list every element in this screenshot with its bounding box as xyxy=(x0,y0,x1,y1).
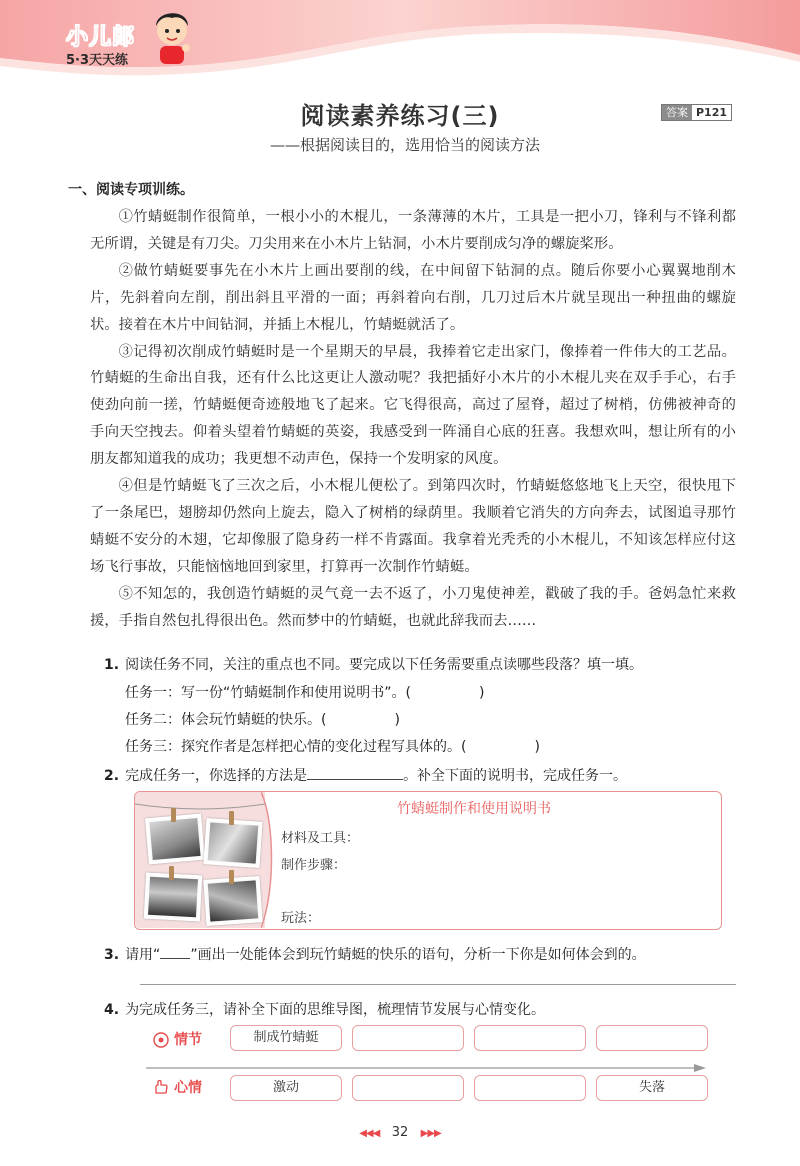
task-1-text: 任务一：写一份“竹蜻蜓制作和使用说明书”。( xyxy=(125,685,411,701)
task-3-text: 任务三：探究作者是怎样把心情的变化过程写具体的。( xyxy=(125,739,467,755)
manual-steps-label: 制作步骤： xyxy=(281,858,347,873)
question-4-number: 4. xyxy=(104,1002,120,1018)
brand-name: 小儿郎 xyxy=(66,25,136,50)
brand-logo xyxy=(66,20,135,68)
question-1 xyxy=(104,654,643,674)
answer-page: P121 xyxy=(692,105,731,120)
question-3-text-post: ”画出一处能体会到玩竹蜻蜓的快乐的语句，分析一下你是如何体会到的。 xyxy=(190,947,646,963)
question-1-number: 1. xyxy=(104,657,120,673)
mood-box-3[interactable] xyxy=(474,1075,586,1101)
plot-flower-icon xyxy=(152,1031,170,1049)
passage-paragraph-1: ①竹蜻蜓制作很简单，一根小小的木棍儿，一条薄薄的木片，工具是一把小刀，锋利与不锋利都无所谓，关键是有刀尖。刀尖用来在小木片上钻洞，小木片要削成匀净的螺旋桨形。 xyxy=(90,209,736,252)
plot-box-4[interactable] xyxy=(596,1025,708,1051)
mood-box-1[interactable]: 激动 xyxy=(230,1075,342,1101)
question-2-text-pre: 完成任务一，你选择的方法是 xyxy=(125,768,308,784)
plot-box-1[interactable]: 制成竹蜻蜓 xyxy=(230,1025,342,1051)
page-footer xyxy=(0,1125,800,1140)
brand-series: 5·3天天练 xyxy=(66,53,129,68)
question-2 xyxy=(104,765,627,785)
question-4-text: 为完成任务三，请补全下面的思维导图，梳理情节发展与心情变化。 xyxy=(125,1002,546,1018)
passage-paragraph-3: ③记得初次削成竹蜻蜓时是一个星期天的早晨，我捧着它走出家门，像捧着一件伟大的工艺品。竹蜻蜓的生命出自我，还有什么比这更让人激动呢？我把插好小木片的小木棍儿夹在双手手心，右手使劲向前一搓，竹蜻蜓便奇迹般地飞了起来。它飞得很高，高过了屋脊，超过了树梢，仿佛被神奇的手向天空拽去。仰着头望着竹蜻蜓的英姿，我感受到一阵涌自心底的狂喜。我想欢叫，想让所有的小朋友都知道我的成功；我更想不动声色，保持一个发明家的风度。 xyxy=(90,343,736,468)
page-title: 阅读素养练习(三) xyxy=(300,102,500,130)
boy-mascot-icon xyxy=(150,4,196,66)
plot-box-3[interactable] xyxy=(474,1025,586,1051)
plot-label xyxy=(146,1028,212,1052)
underline-sample xyxy=(160,945,190,959)
page-subtitle: ——根据阅读目的，选用恰当的阅读方法 xyxy=(270,136,541,154)
next-page-arrows-icon: ▶▶▶ xyxy=(420,1128,441,1139)
task-1-close: ) xyxy=(478,685,485,701)
passage-paragraph-5: ⑤不知怎的，我创造竹蜻蜓的灵气竟一去不返了，小刀鬼使神差，戳破了我的手。爸妈急忙来救援，手指自然包扎得很出色。然而梦中的竹蜻蜓，也就此辞我而去…… xyxy=(90,585,736,629)
question-3-text-pre: 请用“ xyxy=(125,947,161,963)
passage-paragraph-2: ②做竹蜻蜓要事先在小木片上画出要削的线，在中间留下钻洞的点。随后你要小心翼翼地削木片，先斜着向左削，削出斜且平滑的一面；再斜着向右削，几刀过后木片就呈现出一种扭曲的螺旋状。接着在木片中间钻洞，并插上木棍儿，竹蜻蜓就活了。 xyxy=(90,262,736,333)
mood-box-4[interactable]: 失落 xyxy=(596,1075,708,1101)
photo-carving xyxy=(203,818,262,868)
mood-label-text: 心情 xyxy=(174,1080,202,1096)
task-3-close: ) xyxy=(534,739,540,755)
question-3-number: 3. xyxy=(104,947,120,963)
manual-materials-label: 材料及工具： xyxy=(281,831,360,846)
question-1-task-2 xyxy=(125,709,400,729)
task-2-text: 任务二：体会玩竹蜻蜓的快乐。( xyxy=(125,712,327,728)
question-2-text-post: 。补全下面的说明书，完成任务一。 xyxy=(403,768,628,784)
task-2-close: ) xyxy=(394,712,400,728)
passage-paragraph-4: ④但是竹蜻蜓飞了三次之后，小木棍儿便松了。到第四次时，竹蜻蜓悠悠地飞上天空，很快甩下了一条尾巴，翅膀却仍然向上旋去，隐入了树梢的绿荫里。我顺着它消失的方向奔去，试图追寻那竹蜻蜓不安分的木翅，它却像服了隐身药一样不肯露面。我拿着光秃秃的小木棍儿，不知该怎样应付这场飞行事故，只能恼恼地回到家里，打算再一次制作竹蜻蜓。 xyxy=(90,478,736,575)
question-2-number: 2. xyxy=(104,768,120,784)
plot-box-2[interactable] xyxy=(352,1025,464,1051)
mood-label xyxy=(146,1076,212,1100)
question-1-task-3 xyxy=(125,736,540,756)
question-4 xyxy=(104,999,545,1019)
answer-page-tag xyxy=(661,104,732,121)
page-number: 32 xyxy=(391,1125,409,1140)
clip-icon xyxy=(229,811,234,825)
clip-icon xyxy=(229,870,234,884)
manual-title: 竹蜻蜓制作和使用说明书 xyxy=(397,801,551,817)
reading-passage xyxy=(90,204,736,635)
header-banner xyxy=(0,0,800,110)
manual-play-label: 玩法： xyxy=(281,911,321,926)
question-1-task-1 xyxy=(125,682,484,702)
answer-line[interactable] xyxy=(140,984,736,985)
plot-label-text: 情节 xyxy=(174,1032,202,1048)
timeline-arrow xyxy=(146,1063,706,1073)
mood-hand-icon xyxy=(152,1079,170,1097)
clip-icon xyxy=(169,866,174,880)
section-heading: 一、阅读专项训练。 xyxy=(68,182,194,198)
question-1-text: 阅读任务不同，关注的重点也不同。要完成以下任务需要重点读哪些段落？填一填。 xyxy=(125,657,644,673)
clip-icon xyxy=(171,808,176,822)
method-answer-blank[interactable] xyxy=(307,766,403,780)
mood-box-2[interactable] xyxy=(352,1075,464,1101)
prev-page-arrows-icon: ◀◀◀ xyxy=(359,1128,380,1139)
instruction-manual-box xyxy=(134,791,722,930)
answer-label: 答案 xyxy=(662,105,692,120)
question-3 xyxy=(104,944,646,964)
